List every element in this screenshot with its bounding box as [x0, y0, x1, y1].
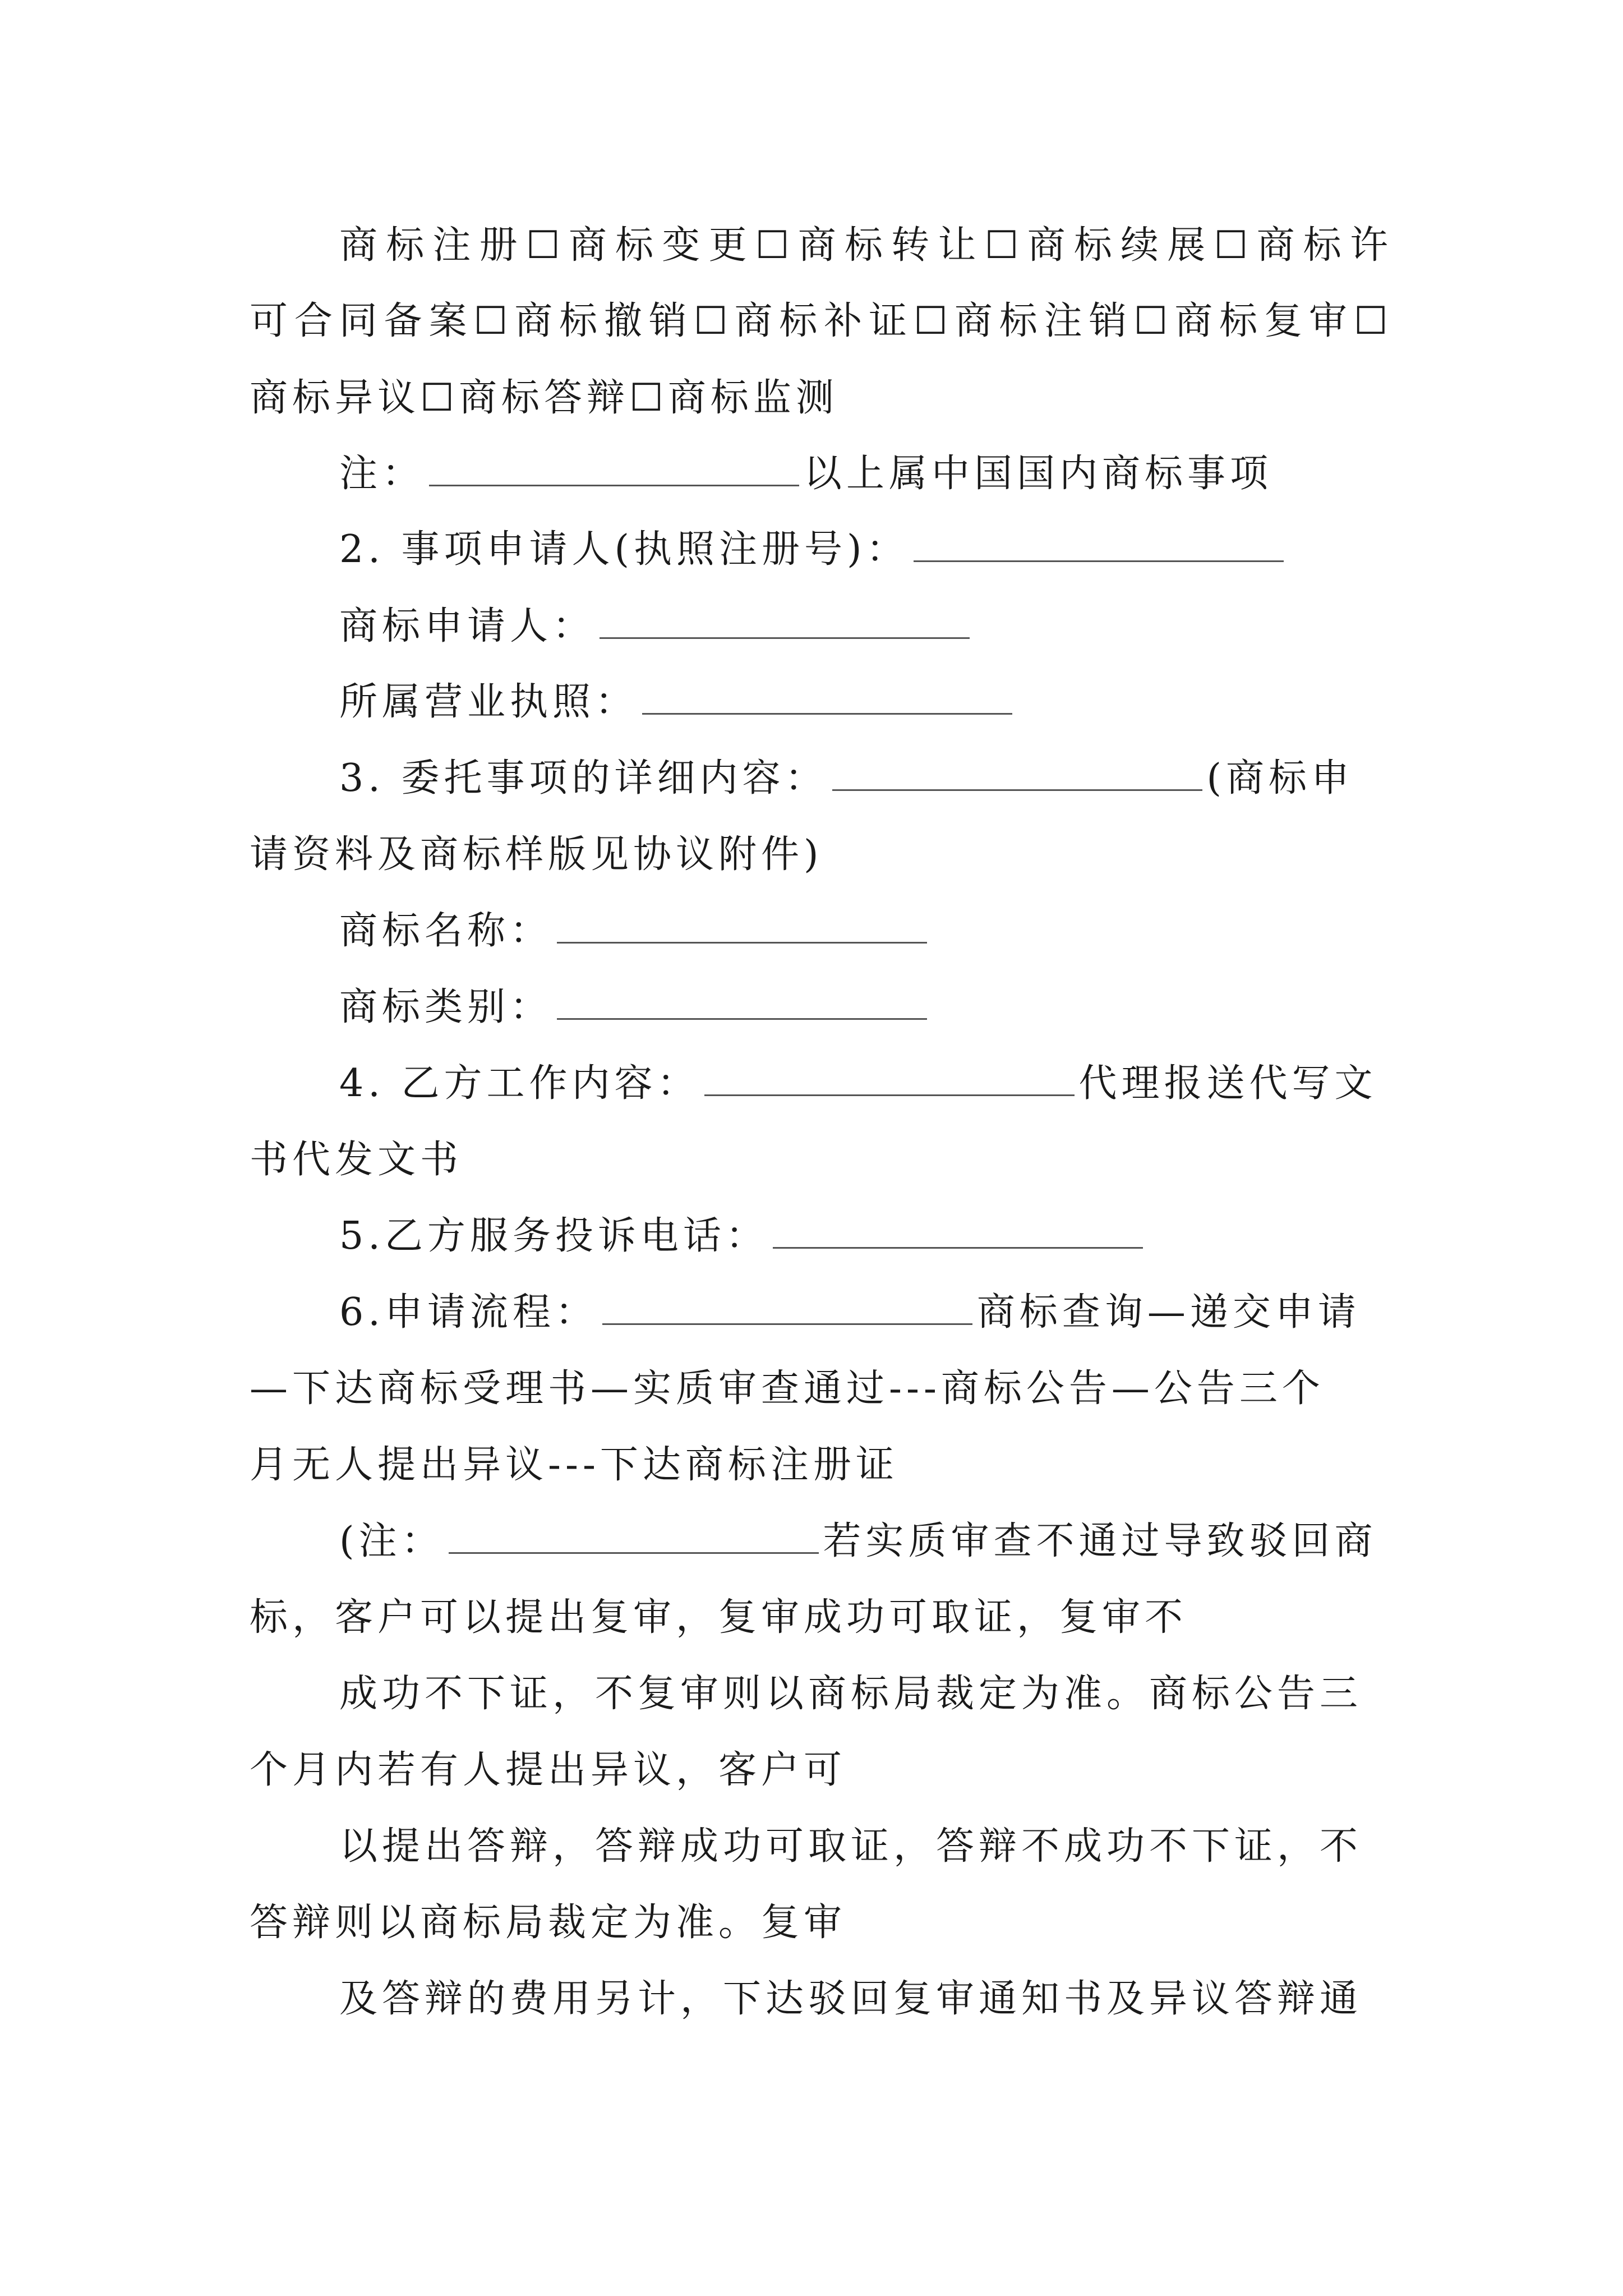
item4-label: 4. 乙方工作内容：	[339, 1061, 700, 1106]
text-char: 商	[1027, 223, 1066, 268]
item3-line-2: 请资料及商标样版见协议附件)	[250, 832, 823, 877]
item4-suffix: 代理报送代写文	[1078, 1061, 1377, 1106]
text-char: 变	[662, 223, 700, 268]
text-char: 销	[648, 299, 687, 343]
tm-name-blank[interactable]	[557, 907, 927, 944]
text-char: 展	[1167, 223, 1206, 268]
text-char: 标	[386, 223, 425, 268]
text-char: 册	[479, 223, 518, 268]
text-char: 商	[1174, 299, 1213, 343]
tm-name-label: 商标名称：	[339, 909, 553, 953]
trademark-items-line-3: 商标异议☐商标答辩☐商标监测	[250, 376, 838, 420]
note-blank[interactable]	[429, 450, 799, 486]
text-char: 标	[779, 299, 818, 343]
text-char: 商	[568, 223, 607, 268]
text-char: 商	[1256, 223, 1295, 268]
item3-label: 3. 委托事项的详细内容：	[339, 756, 828, 800]
item6-line	[339, 1287, 1388, 1338]
para-a-line-1: 成功不下证，不复审则以商标局裁定为准。商标公告三	[339, 1672, 1363, 1716]
checkbox[interactable]: ☐	[984, 223, 1019, 268]
note2-suffix: 若实质审查不通过导致驳回商	[823, 1519, 1377, 1563]
text-char: 合	[294, 299, 333, 343]
text-char: 商	[954, 299, 993, 343]
tm-class-blank[interactable]	[557, 983, 927, 1020]
trademark-items-line-1	[339, 220, 1388, 271]
license-line	[339, 677, 1388, 728]
para-a-line-2: 个月内若有人提出异议，客户可	[250, 1748, 847, 1792]
text-char: 同	[339, 299, 377, 343]
tm-name-line	[339, 906, 1388, 956]
text-char: 标	[999, 299, 1038, 343]
item2-label: 2. 事项申请人(执照注册号)：	[339, 527, 909, 572]
checkbox[interactable]: ☐	[755, 223, 790, 268]
note-suffix: 以上属中国国内商标事项	[804, 452, 1273, 496]
checkbox[interactable]: ☐	[914, 299, 948, 343]
text-char: 标	[615, 223, 654, 268]
checkbox[interactable]: ☐	[473, 299, 508, 343]
text-char: 更	[708, 223, 747, 268]
text-char: 标	[1303, 223, 1341, 268]
item5-line	[339, 1211, 1388, 1262]
item6-suffix: 商标查询—递交申请	[976, 1290, 1361, 1335]
text-char: 标	[1073, 223, 1112, 268]
text-char: 销	[1089, 299, 1127, 343]
text-char: 审	[1308, 299, 1347, 343]
text-char: 注	[432, 223, 471, 268]
text-char: 备	[384, 299, 422, 343]
item4-line-2: 书代发文书	[250, 1138, 463, 1182]
text-char: 商	[514, 299, 553, 343]
item2-line	[339, 524, 1388, 575]
note-label: 注：	[339, 452, 425, 496]
item3-suffix: (商标申	[1206, 756, 1354, 800]
item2-blank[interactable]	[914, 526, 1284, 562]
text-char: 补	[824, 299, 863, 343]
applicant-label: 商标申请人：	[339, 604, 596, 648]
license-blank[interactable]	[642, 678, 1012, 715]
text-char: 标	[559, 299, 598, 343]
text-char: 撤	[603, 299, 642, 343]
note2-line-2: 标，客户可以提出复审，复审成功可取证，复审不	[250, 1595, 1188, 1640]
text-char: 商	[734, 299, 773, 343]
trademark-items-line-2	[250, 296, 1388, 347]
text-char: 可	[250, 299, 288, 343]
checkbox[interactable]: ☐	[1133, 299, 1168, 343]
applicant-blank[interactable]	[600, 602, 970, 639]
text-char: 许	[1349, 223, 1388, 268]
item4-blank[interactable]	[704, 1060, 1075, 1096]
text-char: 转	[891, 223, 930, 268]
applicant-line	[339, 601, 1388, 652]
text-char: 商	[797, 223, 836, 268]
checkbox[interactable]: ☐	[525, 223, 560, 268]
text-char: 商	[339, 223, 378, 268]
note2-line	[339, 1516, 1388, 1567]
note2-blank[interactable]	[449, 1517, 819, 1554]
para-b-line-2: 答辩则以商标局裁定为准。复审	[250, 1901, 847, 1945]
item6-line-3: 月无人提出异议---下达商标注册证	[250, 1443, 898, 1487]
note-line	[339, 449, 1388, 499]
text-char: 标	[1219, 299, 1258, 343]
tm-class-line	[339, 982, 1388, 1033]
license-label: 所属营业执照：	[339, 680, 638, 724]
text-char: 证	[869, 299, 907, 343]
tm-class-label: 商标类别：	[339, 985, 553, 1029]
note2-label: (注：	[339, 1519, 444, 1563]
item3-line	[339, 753, 1388, 804]
text-char: 案	[428, 299, 467, 343]
item5-blank[interactable]	[773, 1212, 1143, 1249]
text-char: 续	[1121, 223, 1159, 268]
item6-label: 6.申请流程：	[339, 1290, 598, 1335]
checkbox[interactable]: ☐	[1214, 223, 1248, 268]
text-char: 让	[938, 223, 976, 268]
text-char: 注	[1044, 299, 1082, 343]
checkbox[interactable]: ☐	[693, 299, 728, 343]
item6-line-2: —下达商标受理书—实质审查通过---商标公告—公告三个	[250, 1366, 1325, 1411]
item3-blank[interactable]	[832, 754, 1202, 791]
item4-line	[339, 1059, 1388, 1109]
item6-blank[interactable]	[602, 1289, 972, 1325]
para-c-line-1: 及答辩的费用另计，下达驳回复审通知书及异议答辩通	[339, 1977, 1363, 2021]
para-b-line-1: 以提出答辩，答辩成功可取证，答辩不成功不下证，不	[339, 1824, 1363, 1869]
text-char: 复	[1264, 299, 1302, 343]
item5-label: 5.乙方服务投诉电话：	[339, 1214, 768, 1258]
checkbox[interactable]: ☐	[1353, 299, 1388, 343]
text-char: 标	[844, 223, 883, 268]
